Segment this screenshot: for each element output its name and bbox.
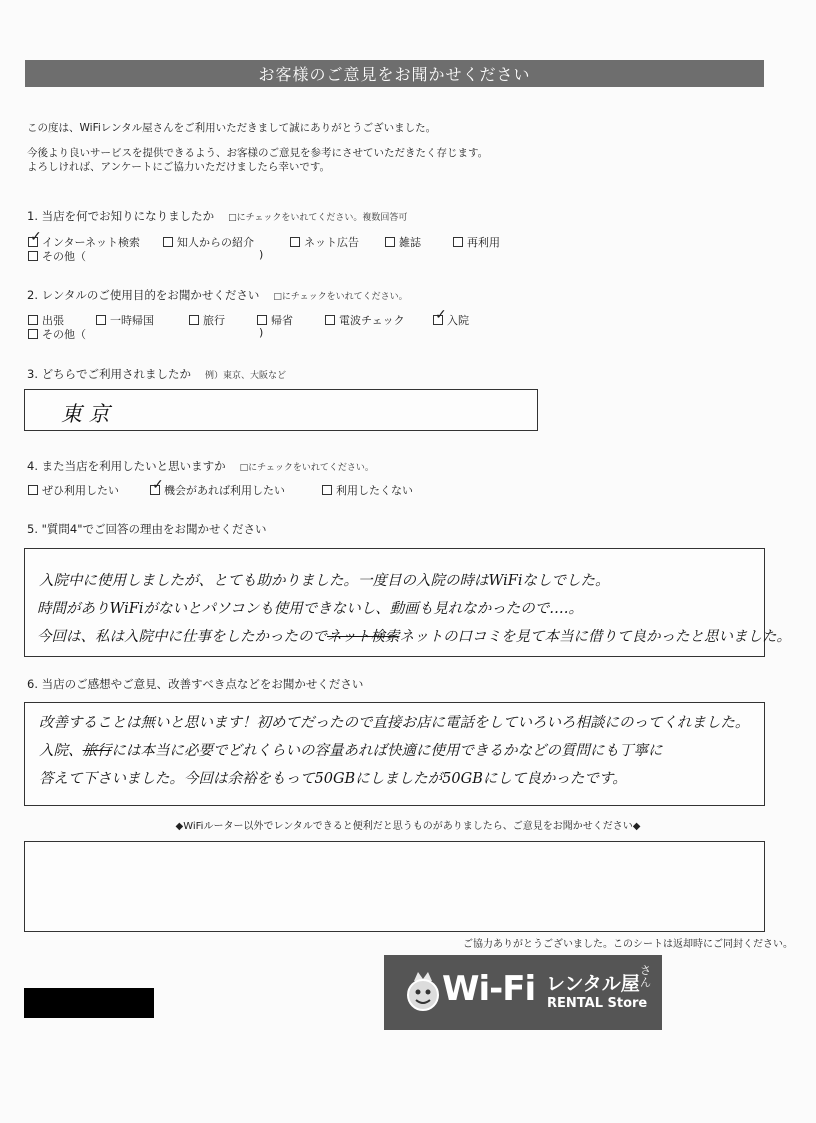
logo-san: さん: [640, 964, 651, 989]
checkbox[interactable]: [290, 237, 300, 247]
question-3: [27, 366, 286, 382]
question-5-label: 5. "質問4"でご回答の理由をお聞かせください: [27, 522, 267, 536]
question-2-label: 2. レンタルのご使用目的をお聞かせください: [27, 288, 260, 302]
checkbox[interactable]: [433, 307, 447, 325]
question-7-label: ◆WiFiルーター以外でレンタルできると便利だと思うものがありましたら、ご意見をお聞かせください◆: [175, 821, 641, 832]
logo-japanese: レンタル屋: [546, 973, 640, 995]
question-3-label: 3. どちらでご利用されましたか: [27, 367, 192, 381]
q3-answer-text: 東 京: [61, 402, 110, 426]
struck-text: 旅行: [82, 743, 112, 759]
option-label: その他（: [42, 328, 86, 341]
question-1-note: □にチェックをいれてください。複数回答可: [228, 213, 408, 223]
q3-answer-field[interactable]: [24, 389, 538, 431]
checkbox[interactable]: [163, 237, 173, 247]
q4-option-definitely[interactable]: [28, 482, 119, 498]
checkbox[interactable]: [453, 237, 463, 247]
q6-answer-line-3: 答えて下さいました。今回は余裕をもって50GBにしましたが50GBにして良かったです。: [39, 771, 627, 787]
checkbox[interactable]: [189, 315, 199, 325]
option-label: 機会があれば利用したい: [164, 484, 285, 497]
checkbox[interactable]: [257, 315, 267, 325]
q5-answer-line-3: 今回は、私は入院中に仕事をしたかったのでネット検索ネットの口コミを見て本当に借りて良かったと思いました。: [37, 629, 791, 645]
wifi-rental-logo: [384, 955, 662, 1030]
checkbox[interactable]: [325, 315, 335, 325]
question-6-label: 6. 当店のご感想やご意見、改善すべき点などをお聞かせください: [27, 677, 364, 691]
option-label: その他（: [42, 250, 86, 263]
footer-thanks: ご協力ありがとうございました。このシートは返却時にご同封ください。: [463, 939, 793, 950]
option-label: 利用したくない: [336, 484, 413, 497]
checkbox[interactable]: [28, 315, 38, 325]
q2-option-travel[interactable]: [189, 312, 225, 328]
checkbox[interactable]: [28, 329, 38, 339]
option-label: 一時帰国: [110, 314, 154, 327]
logo-english: RENTAL Store: [547, 996, 648, 1011]
question-2: [27, 287, 408, 303]
q6-answer-line-1: 改善することは無いと思います！初めてだったので直接お店に電話をしていろいろ相談にのってくれました。: [39, 715, 750, 731]
q1-option-reuse[interactable]: [453, 234, 500, 250]
intro-line-2: 今後より良いサービスを提供できるよう、お客様のご意見を参考にさせていただきたく存じます。: [27, 147, 489, 159]
q5-answer-line-1: 入院中に使用しましたが、とても助かりました。一度目の入院の時はWiFiなしでした。: [39, 573, 610, 589]
q5-answer-line-2: 時間がありWiFiがないとパソコンも使用できないし、動画も見れなかったので‥‥。: [37, 601, 584, 617]
question-2-note: □にチェックをいれてください。: [273, 292, 408, 302]
q7-answer-field[interactable]: [24, 841, 765, 932]
checkbox[interactable]: [28, 485, 38, 495]
option-label: 帰省: [271, 314, 293, 327]
q2-option-temp-return[interactable]: [96, 312, 154, 328]
q6-answer-line-2: 入院、旅行には本当に必要でどれくらいの容量あれば快適に使用できるかなどの質問にも丁寧に: [39, 743, 663, 759]
q4-option-if-chance[interactable]: [150, 477, 285, 498]
question-1-label: 1. 当店を何でお知りになりましたか: [27, 209, 215, 223]
struck-text: ネット検索: [327, 629, 400, 645]
q6-answer-field[interactable]: [24, 702, 765, 806]
checkbox[interactable]: [322, 485, 332, 495]
check-mark-icon: ✓: [30, 229, 42, 245]
q1-option-magazine[interactable]: [385, 234, 421, 250]
checkbox[interactable]: [385, 237, 395, 247]
q1-option-other[interactable]: [28, 248, 86, 264]
redaction-block: [24, 988, 154, 1018]
checkbox[interactable]: [28, 251, 38, 261]
question-4: [27, 458, 374, 474]
option-label: ぜひ利用したい: [42, 484, 119, 497]
q2-option-other[interactable]: [28, 326, 86, 342]
option-label: 電波チェック: [339, 314, 405, 327]
option-label: 再利用: [467, 236, 500, 249]
checkbox[interactable]: [28, 229, 42, 247]
checkbox[interactable]: [96, 315, 106, 325]
check-mark-icon: ✓: [435, 307, 447, 323]
checkbox[interactable]: [150, 477, 164, 495]
intro-line-3: よろしければ、アンケートにご協力いただけましたら幸いです。: [27, 161, 331, 173]
survey-title: お客様のご意見をお聞かせください: [25, 60, 764, 87]
option-label: 雑誌: [399, 236, 421, 249]
q1-option-net-ad[interactable]: [290, 234, 359, 250]
q1-other-close: ): [259, 248, 264, 261]
intro-line-1: この度は、WiFiレンタル屋さんをご利用いただきまして誠にありがとうございました。: [27, 122, 437, 134]
check-mark-icon: ✓: [152, 477, 164, 493]
q4-option-no[interactable]: [322, 482, 413, 498]
option-label: 知人からの紹介: [177, 236, 254, 249]
question-4-label: 4. また当店を利用したいと思いますか: [27, 459, 226, 473]
option-label: ネット広告: [304, 236, 359, 249]
option-label: 入院: [447, 314, 469, 327]
q5-answer-field[interactable]: [24, 548, 791, 657]
q2-option-hospital[interactable]: [433, 307, 469, 328]
option-label: インターネット検索: [42, 236, 141, 249]
question-1: [27, 208, 407, 224]
option-label: 旅行: [203, 314, 225, 327]
option-label: 出張: [42, 314, 64, 327]
q1-option-referral[interactable]: [163, 234, 254, 250]
logo-wordmark: Wi-Fi: [442, 969, 536, 1009]
mascot-icon: [404, 969, 442, 1013]
q2-other-close: ): [259, 326, 264, 339]
question-4-note: □にチェックをいれてください。: [239, 463, 374, 473]
question-3-note: 例）東京、大阪など: [205, 371, 287, 381]
q2-option-signal-check[interactable]: [325, 312, 405, 328]
